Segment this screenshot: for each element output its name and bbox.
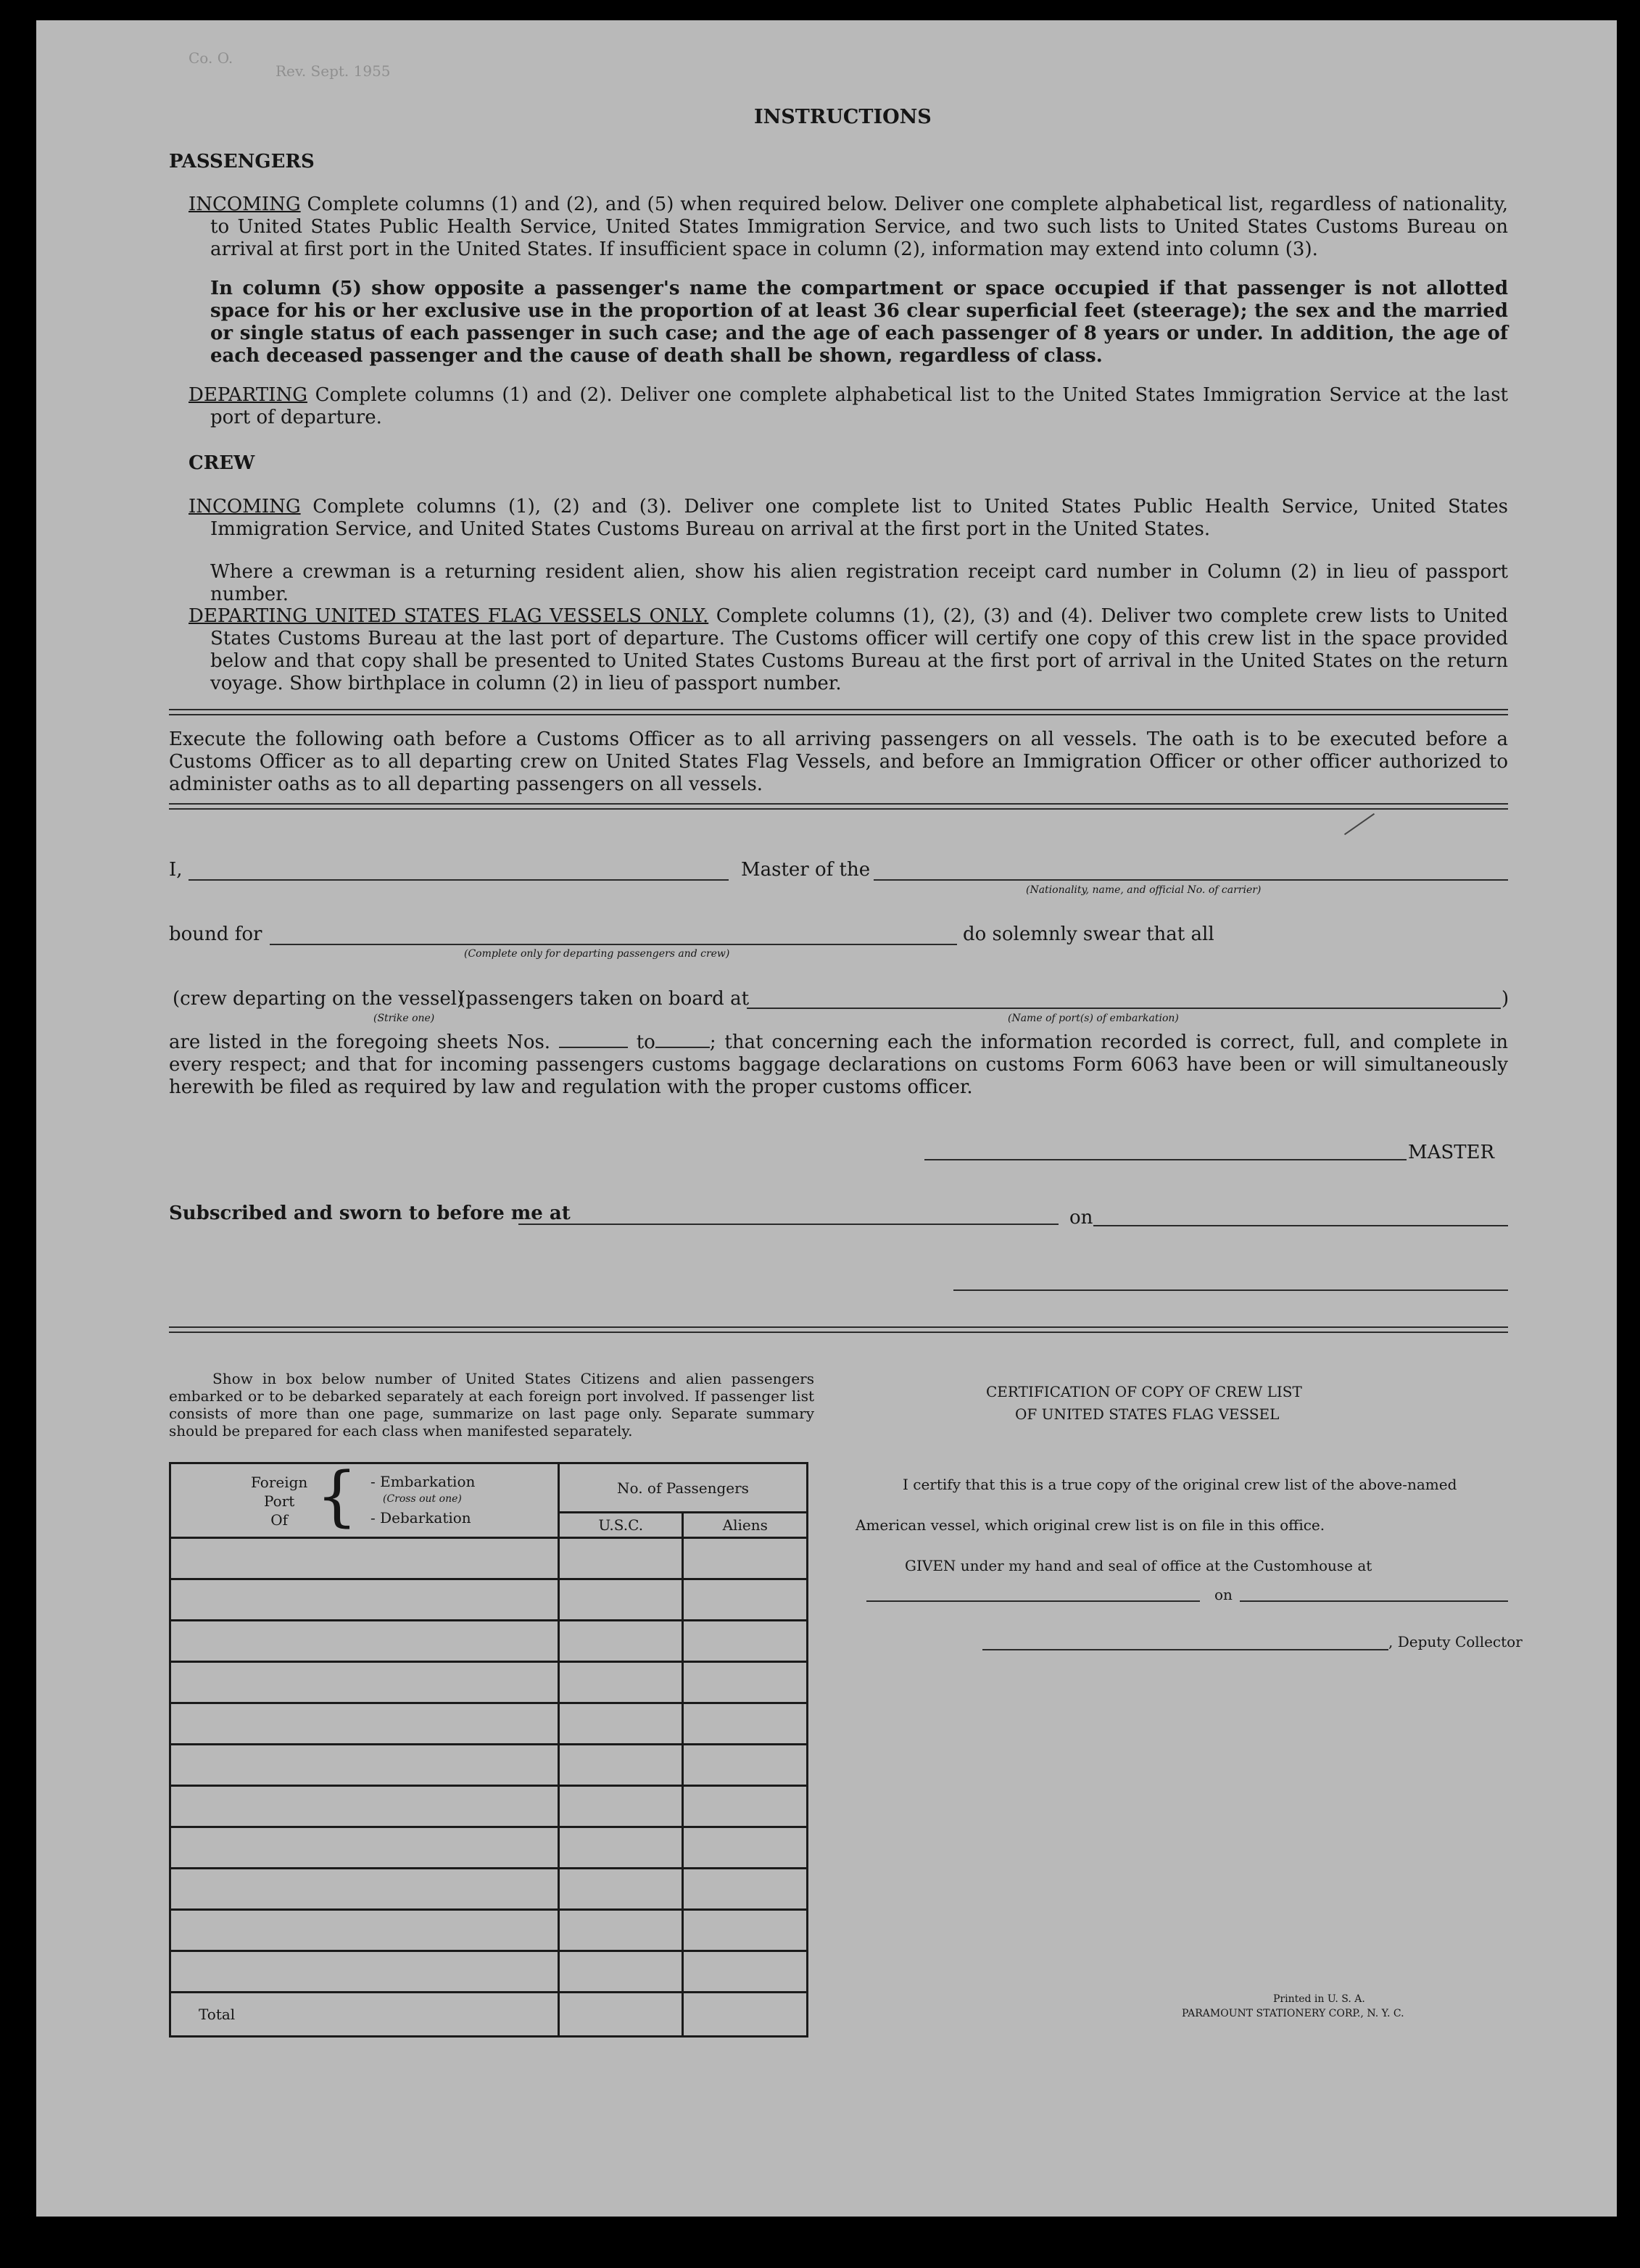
usc-cell[interactable] bbox=[558, 1869, 683, 1910]
total-label-cell: Total bbox=[170, 1993, 559, 2037]
summary-row bbox=[170, 1745, 808, 1786]
officer-signature-field[interactable] bbox=[953, 1289, 1508, 1291]
usc-cell[interactable] bbox=[558, 1951, 683, 1993]
summary-rows bbox=[170, 1538, 808, 1993]
summary-row bbox=[170, 1910, 808, 1951]
master-label: MASTER bbox=[1408, 1142, 1495, 1163]
passengers-taken-option[interactable]: (passengers taken on board at bbox=[458, 988, 750, 1010]
listed-rest: ; that concerning each the information recorded is correct, full, and complete in every respect; and that for incoming passengers customs baggage declarations on customs Form 6063 have been or will simultaneously herewith be filed as required by law and regulation with the proper customs officer. bbox=[169, 1031, 1509, 1098]
instructions-title: INSTRUCTIONS bbox=[754, 106, 932, 128]
no-of-passengers-header: No. of Passengers bbox=[558, 1463, 807, 1513]
usc-cell[interactable] bbox=[558, 1579, 683, 1621]
close-paren: ) bbox=[1502, 988, 1509, 1010]
aliens-header: Aliens bbox=[683, 1513, 808, 1538]
divider-oath bbox=[169, 1326, 1508, 1333]
swear-text: do solemnly swear that all bbox=[963, 923, 1214, 945]
stray-mark bbox=[1344, 813, 1375, 835]
summary-row bbox=[170, 1538, 808, 1579]
summary-row bbox=[170, 1703, 808, 1745]
usc-cell[interactable] bbox=[558, 1745, 683, 1786]
oath-listed-block bbox=[169, 1031, 1508, 1099]
crew-departing-block bbox=[189, 605, 1508, 695]
foreign-port-of-label: Foreign Port Of bbox=[251, 1474, 308, 1529]
to-label: to bbox=[636, 1031, 655, 1053]
crew-departing-label: DEPARTING UNITED STATES FLAG VESSELS ONLY. bbox=[189, 605, 709, 627]
summary-row bbox=[170, 1662, 808, 1703]
port-cell[interactable] bbox=[170, 1869, 559, 1910]
carrier-field[interactable] bbox=[874, 879, 1508, 881]
form-sheet bbox=[36, 20, 1617, 2217]
aliens-cell[interactable] bbox=[683, 1786, 808, 1827]
divider-instructions bbox=[169, 709, 1508, 715]
port-cell[interactable] bbox=[170, 1703, 559, 1745]
usc-cell[interactable] bbox=[558, 1538, 683, 1579]
sworn-date-field[interactable] bbox=[1093, 1225, 1508, 1226]
passengers-departing-block bbox=[189, 384, 1508, 429]
printer-name: PARAMOUNT STATIONERY CORP., N. Y. C. bbox=[1182, 2008, 1404, 2019]
given-line: GIVEN under my hand and seal of office at the Customhouse at bbox=[905, 1557, 1372, 1574]
total-usc-cell[interactable] bbox=[558, 1993, 683, 2037]
aliens-cell[interactable] bbox=[683, 1869, 808, 1910]
summary-row bbox=[170, 1951, 808, 1993]
faint-revision-mark: Rev. Sept. 1955 bbox=[276, 62, 391, 80]
port-cell[interactable] bbox=[170, 1662, 559, 1703]
port-cell[interactable] bbox=[170, 1827, 559, 1869]
master-signature-field[interactable] bbox=[924, 1159, 1407, 1160]
column5-text: In column (5) show opposite a passenger's name the compartment or space occupied if that passenger is not allotted space for his or her exclusive use in the proportion of at least 36 clear superficial feet (steerage); the sex and the married or single status of each passenger in such case; and the age of each passenger of 8 years or under. In addition, the age of each deceased passenger and the cause of death shall be shown, regardless of class. bbox=[210, 278, 1508, 367]
crew-resident-block bbox=[210, 561, 1508, 606]
passengers-incoming-block bbox=[189, 194, 1508, 261]
port-cell[interactable] bbox=[170, 1579, 559, 1621]
crew-incoming-block bbox=[189, 496, 1508, 541]
strike-one-hint: (Strike one) bbox=[373, 1013, 435, 1024]
port-field[interactable] bbox=[747, 1008, 1501, 1009]
crew-incoming-label: INCOMING bbox=[189, 496, 301, 518]
summary-row bbox=[170, 1827, 808, 1869]
divider-oath-intro bbox=[169, 803, 1508, 810]
summary-row bbox=[170, 1869, 808, 1910]
port-cell[interactable] bbox=[170, 1786, 559, 1827]
usc-cell[interactable] bbox=[558, 1786, 683, 1827]
summary-instructions: Show in box below number of United States Citizens and alien passengers embarked or to be debarked separately at each foreign port involved. If passenger list consists of more than one page, summarize on last page only. Separate summary should be prepared for each class when manifested separately. bbox=[169, 1370, 814, 1440]
nationality-hint: (Nationality, name, and official No. of carrier) bbox=[1026, 884, 1262, 896]
port-cell[interactable] bbox=[170, 1951, 559, 1993]
crew-heading: CREW bbox=[189, 452, 255, 474]
sheet-to-field[interactable] bbox=[655, 1032, 710, 1048]
faint-form-number: Co. O. bbox=[189, 49, 233, 67]
passengers-incoming-text: Complete columns (1) and (2), and (5) when required below. Deliver one complete alphabetical list, regardless of nationality, to United States Public Health Service, United States Immigration Service, and two such lists to United States Customs Bureau on arrival at first port in the United States. If insufficient space in column (2), information may extend into column (3). bbox=[210, 194, 1508, 260]
certification-title-2: OF UNITED STATES FLAG VESSEL bbox=[1015, 1405, 1280, 1423]
oath-intro-text: Execute the following oath before a Customs Officer as to all arriving passengers on all vessels. The oath is to be executed before a Customs Officer as to all departing crew on United States Flag Vessels, and before an Immigration Officer or other officer authorized to administer oaths as to all departing passengers on all vessels. bbox=[169, 728, 1508, 795]
bound-for-label: bound for bbox=[169, 923, 262, 945]
subscribed-label: Subscribed and sworn to before me at bbox=[169, 1202, 571, 1224]
passengers-departing-label: DEPARTING bbox=[189, 384, 307, 406]
passengers-departing-text: Complete columns (1) and (2). Deliver one complete alphabetical list to the United States Immigration Service at the last port of departure. bbox=[210, 384, 1508, 428]
total-aliens-cell[interactable] bbox=[683, 1993, 808, 2037]
listed-prefix: are listed in the foregoing sheets Nos. bbox=[169, 1031, 551, 1053]
master-name-field[interactable] bbox=[189, 879, 729, 881]
usc-cell[interactable] bbox=[558, 1703, 683, 1745]
brace-symbol: { bbox=[316, 1458, 358, 1534]
port-cell[interactable] bbox=[170, 1745, 559, 1786]
crew-departing-text: Complete columns (1), (2), (3) and (4). Deliver two complete crew lists to United States Customs Bureau at the last port of departure. The Customs officer will certify one copy of this crew list in the space provided below and that copy shall be presented to United States Customs Bureau at the first port of arrival in the United States on the return voyage. Show birthplace in column (2) in lieu of passport number. bbox=[210, 605, 1509, 694]
usc-header: U.S.C. bbox=[558, 1513, 683, 1538]
column5-block bbox=[210, 278, 1508, 367]
deputy-collector-label: , Deputy Collector bbox=[1388, 1633, 1523, 1650]
aliens-cell[interactable] bbox=[683, 1579, 808, 1621]
certification-title-1: CERTIFICATION OF COPY OF CREW LIST bbox=[986, 1383, 1302, 1400]
complete-only-hint: (Complete only for departing passengers and crew) bbox=[464, 948, 730, 960]
certification-on-label: on bbox=[1214, 1586, 1233, 1603]
passengers-heading: PASSENGERS bbox=[169, 151, 315, 173]
summary-row bbox=[170, 1621, 808, 1662]
aliens-cell[interactable] bbox=[683, 1703, 808, 1745]
port-header-cell bbox=[170, 1458, 559, 1538]
cross-out-hint: (Cross out one) bbox=[383, 1493, 462, 1505]
usc-cell[interactable] bbox=[558, 1662, 683, 1703]
certify-line-1: I certify that this is a true copy of the original crew list of the above-named bbox=[903, 1476, 1457, 1493]
sworn-on-label: on bbox=[1069, 1207, 1093, 1229]
summary-instructions-block bbox=[169, 1370, 814, 1440]
customhouse-field[interactable] bbox=[866, 1600, 1200, 1602]
bound-for-field[interactable] bbox=[270, 944, 957, 945]
printed-in-usa: Printed in U. S. A. bbox=[1273, 1993, 1365, 2005]
oath-intro-block bbox=[169, 728, 1508, 796]
passengers-incoming-label: INCOMING bbox=[189, 194, 301, 215]
crew-incoming-text: Complete columns (1), (2) and (3). Deliver one complete list to United States Public Health Service, United States Immigration Service, and United States Customs Bureau on arrival at the first port in the United States. bbox=[210, 496, 1508, 540]
port-cell[interactable] bbox=[170, 1538, 559, 1579]
passenger-summary-table bbox=[169, 1458, 808, 2038]
aliens-cell[interactable] bbox=[683, 1621, 808, 1662]
port-hint: (Name of port(s) of embarkation) bbox=[1008, 1013, 1179, 1024]
usc-cell[interactable] bbox=[558, 1827, 683, 1869]
crew-resident-text: Where a crewman is a returning resident alien, show his alien registration receipt card number in Column (2) in lieu of passport number. bbox=[210, 561, 1508, 605]
debarkation-option[interactable]: - Debarkation bbox=[370, 1509, 471, 1526]
crew-departing-option[interactable]: (crew departing on the vessel) bbox=[173, 988, 465, 1010]
aliens-cell[interactable] bbox=[683, 1910, 808, 1951]
aliens-cell[interactable] bbox=[683, 1827, 808, 1869]
oath-i-label: I, bbox=[169, 859, 183, 881]
aliens-cell[interactable] bbox=[683, 1538, 808, 1579]
sworn-at-field[interactable] bbox=[518, 1224, 1059, 1225]
port-cell[interactable] bbox=[170, 1910, 559, 1951]
aliens-cell[interactable] bbox=[683, 1745, 808, 1786]
master-of-the-label: Master of the bbox=[741, 859, 871, 881]
embarkation-option[interactable]: - Embarkation bbox=[370, 1473, 476, 1490]
usc-cell[interactable] bbox=[558, 1910, 683, 1951]
deputy-signature-field[interactable] bbox=[982, 1649, 1388, 1650]
certify-line-2: American vessel, which original crew list is on file in this office. bbox=[856, 1516, 1325, 1534]
summary-row bbox=[170, 1579, 808, 1621]
aliens-cell[interactable] bbox=[683, 1662, 808, 1703]
summary-row bbox=[170, 1786, 808, 1827]
certification-date-field[interactable] bbox=[1240, 1600, 1508, 1602]
port-cell[interactable] bbox=[170, 1621, 559, 1662]
aliens-cell[interactable] bbox=[683, 1951, 808, 1993]
usc-cell[interactable] bbox=[558, 1621, 683, 1662]
sheet-from-field[interactable] bbox=[559, 1032, 628, 1048]
